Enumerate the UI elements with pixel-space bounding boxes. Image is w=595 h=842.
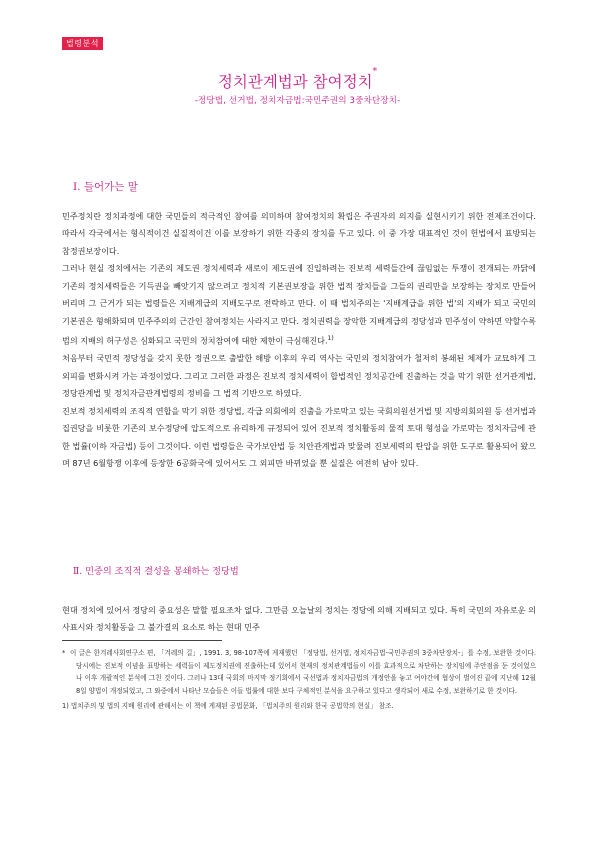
footnote-1-marker: 1): [62, 701, 69, 710]
title-note-mark: *: [372, 67, 378, 77]
intro-paragraph-2-text: 그러나 현실 정치에서는 기존의 제도권 정치세력과 새로이 제도권에 진입하려는 진보적 세력들간에 끊임없는 투쟁이 전개되는 까닭에 기존의 정치세력들은 기득권을 빼앗기지 않으려고 정치적 기본권보장을 위한 법적 장치들을 그들의 권리만을 보장하는 장치로 만들어 버리며 그 근거가 되는 법령들은 지배계급의 지배도구로 전락하고 만다. 이 때 법치주의는 '지배계급을 위한 법'의 지배가 되고 국민의 기본권은 형해화되며 민주주의의 근간인 참여정치는 사라지고 만다. 정치권력을 장악한 지배계급의 정당성과 민주성이 약하면 약할수록 법의 지배의 허구성은 심화되고 국민의 정치참여에 대한 제한이 극심해진다.: [62, 263, 536, 346]
section-heading-intro: Ⅰ. 들어가는 말: [73, 181, 138, 193]
footnote-divider: [62, 640, 222, 641]
page-title: [0, 67, 595, 92]
footnote-1: [62, 700, 536, 713]
footnote-star: [62, 647, 536, 698]
footnotes: [62, 647, 536, 713]
intro-paragraph-2: [62, 260, 536, 350]
section-heading-party-law: Ⅱ. 민중의 조직적 결성을 봉쇄하는 정당법: [73, 566, 239, 577]
intro-body: [62, 208, 536, 472]
title-text: 정치관계법과 참여정치: [217, 73, 373, 91]
intro-paragraph-1: 민주정치란 정치과정에 대한 국민들의 적극적인 참여를 의미하며 참여정치의 확립은 주권자의 의지를 실현시키기 위한 전제조건이다. 따라서 각국에서는 형식적이건 실질적이건 이를 보장하기 위한 각종의 장치를 두고 있다. 이 중 가장 대표적인 것이 헌법에서 표방되는 참정권보장이다.: [62, 211, 536, 256]
party-law-body: [62, 602, 536, 637]
page-subtitle: -정당법, 선거법, 정치자금법:국민주권의 3중차단장치-: [194, 96, 401, 106]
party-law-paragraph-1: 현대 정치에 있어서 정당의 중요성은 말할 필요조차 없다. 그만큼 오늘날의 정치는 정당에 의해 지배되고 있다. 특히 국민의 자유로운 의사표시와 정치활동을 그 불가결의 요소로 하는 현대 민주: [62, 605, 536, 633]
footnote-ref-1: 1): [327, 335, 334, 343]
footnote-star-text: 이 글은 한겨레사회연구소 편, 「겨레의 길」, 1991. 3, 98-107쪽에 게재했던 「정당법, 선거법, 정치자금법-국민주권의 3중차단장치-」를 수정, 보완한 것이다. 당시에는 진보적 이념을 표방하는 세력들이 제도정치권에 진출하는데 있어서 현재의 정치관계법들이 이를 효과적으로 차단하는 장치임에 주안점을 둔 것이었으나 이후 개괄적인 분석에 그친 것이다. 그러나 13대 국회의 마지막 정기회에서 국선법과 정치자금법의 개정안을 놓고 여야간에 협상이 벌어진 끝에 지난해 12월 8일 양법이 개정되었고, 그 와중에서 나타난 모습들은 이들 법률에 대한 보다 구체적인 분석을 요구하고 있다고 생각되어 새로 수정, 보완하기로 한 것이다.: [69, 649, 536, 696]
intro-paragraph-3: 처음부터 국민적 정당성을 갖지 못한 정권으로 출발한 해방 이후의 우리 역사는 국민의 정치참여가 철저히 봉쇄된 체제가 교묘하게 그 외피를 변화시켜 가는 과정이었다. 그리고 그러한 과정은 진보적 정치세력이 합법적인 정치공간에 진출하는 것을 막기 위한 선거관계법, 정당관계법 및 정치자금관계법령의 정비를 그 법적 기반으로 하였다.: [62, 353, 536, 399]
intro-paragraph-4: 진보적 정치세력의 조직적 연합을 막기 위한 정당법, 각급 의회에의 진출을 가로막고 있는 국회의원선거법 및 지방의회의원 등 선거법과 집권당을 비롯한 기존의 보수정당에 압도적으로 유리하게 규정되어 있어 진보적 정치활동의 물적 토대 형성을 가로막는 정치자금에 관한 법률(이하 자금법) 등이 그것이다. 이런 법령들은 국가보안법 등 치안관계법과 맞물려 진보세력의 탄압을 위한 도구로 활용되어 왔으며 87년 6월항쟁 이후에 등장한 6공화국에 있어서도 그 외피만 바뀌었을 뿐 실질은 여전히 남아 있다.: [62, 405, 536, 469]
category-tag: 법령분석: [62, 37, 103, 50]
footnote-star-marker: *: [62, 649, 66, 657]
footnote-1-text: 법치주의 및 법의 지배 원리에 관해서는 이 책에 게재된 공법문화, 「법치주의 원리와 한국 공법학의 현실」 참조.: [70, 701, 394, 710]
